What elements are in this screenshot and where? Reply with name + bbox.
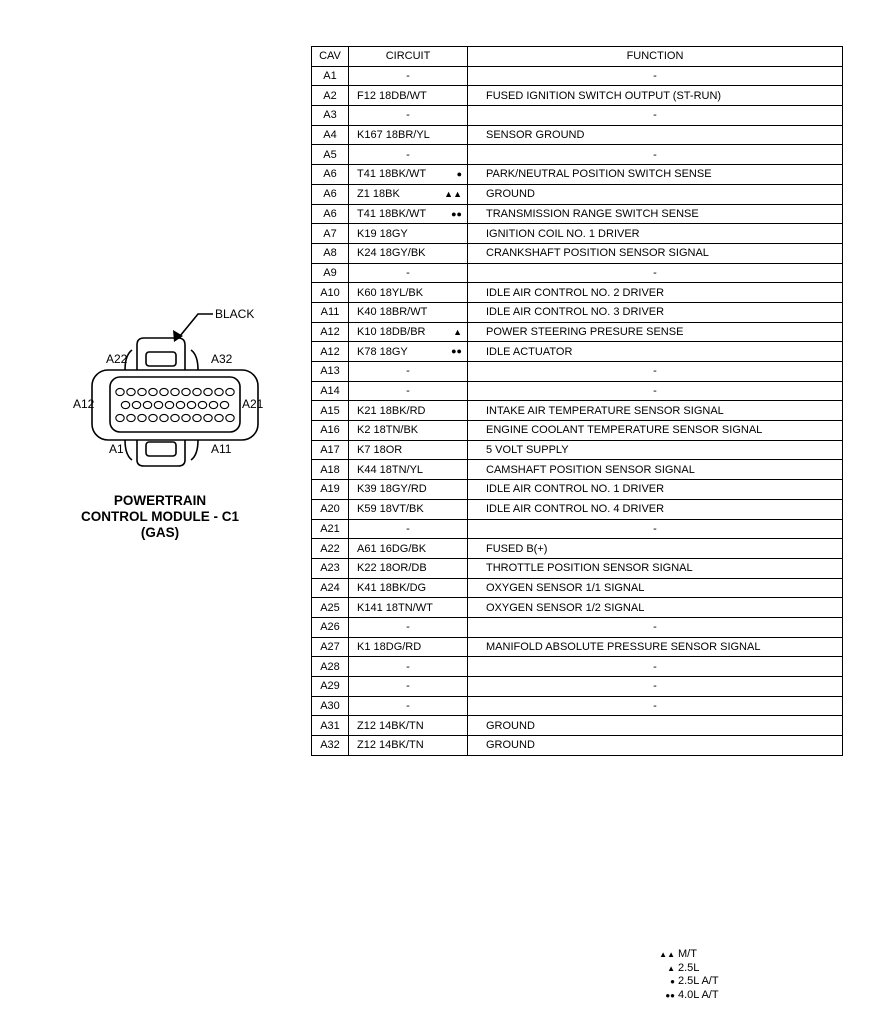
connector-cavity — [204, 414, 212, 421]
legend-item — [645, 975, 719, 989]
cell-cav: A12 — [312, 322, 349, 342]
cell-cav: A25 — [312, 598, 349, 618]
cell-cav: A23 — [312, 558, 349, 578]
connector-cavity — [143, 401, 151, 408]
circuit-text: Z12 14BK/TN — [357, 739, 424, 752]
cell-cav: A14 — [312, 381, 349, 401]
connector-cavity — [193, 388, 201, 395]
cell-function: GROUND — [468, 736, 843, 756]
legend-text: 4.0L A/T — [678, 988, 719, 1001]
cell-cav: A6 — [312, 204, 349, 224]
cell-function: - — [468, 696, 843, 716]
table-row — [312, 480, 843, 500]
variant-marker: ▲ — [453, 326, 462, 337]
header-circuit: CIRCUIT — [349, 47, 468, 67]
cell-circuit — [349, 440, 468, 460]
cell-cav: A18 — [312, 460, 349, 480]
cell-cav: A28 — [312, 657, 349, 677]
table-header-row — [312, 47, 843, 67]
cell-function: IGNITION COIL NO. 1 DRIVER — [468, 224, 843, 244]
circuit-text: K24 18GY/BK — [357, 247, 426, 260]
cell-cav: A31 — [312, 716, 349, 736]
cell-circuit — [349, 598, 468, 618]
header-function: FUNCTION — [468, 47, 843, 67]
cell-circuit — [349, 283, 468, 303]
cell-cav: A26 — [312, 617, 349, 637]
table-row — [312, 342, 843, 362]
cell-circuit — [349, 302, 468, 322]
cell-cav: A12 — [312, 342, 349, 362]
circuit-text: - — [406, 365, 410, 378]
connector-cavity — [154, 401, 162, 408]
circuit-text: K1 18DG/RD — [357, 640, 422, 653]
cell-function: IDLE AIR CONTROL NO. 1 DRIVER — [468, 480, 843, 500]
cell-cav: A1 — [312, 66, 349, 86]
cell-circuit — [349, 736, 468, 756]
cell-function: IDLE AIR CONTROL NO. 4 DRIVER — [468, 499, 843, 519]
cell-function: ENGINE COOLANT TEMPERATURE SENSOR SIGNAL — [468, 421, 843, 441]
circuit-text: - — [406, 70, 410, 83]
cell-function: - — [468, 362, 843, 382]
cell-cav: A3 — [312, 106, 349, 126]
cell-cav: A32 — [312, 736, 349, 756]
table-row — [312, 617, 843, 637]
cell-circuit — [349, 460, 468, 480]
circuit-text: K78 18GY — [357, 345, 408, 358]
circuit-text: K22 18OR/DB — [357, 562, 427, 575]
circuit-text: - — [406, 266, 410, 279]
legend-symbol: ▲ — [667, 963, 675, 973]
cell-circuit — [349, 617, 468, 637]
legend-symbol: ▲▲ — [659, 950, 675, 959]
cell-cav: A8 — [312, 243, 349, 263]
connector-diagram — [70, 300, 280, 470]
table-row — [312, 145, 843, 165]
circuit-text: T41 18BK/WT — [357, 207, 427, 220]
caption-line-2: CONTROL MODULE - C1 — [81, 509, 239, 524]
cell-function: GROUND — [468, 184, 843, 204]
cell-circuit — [349, 224, 468, 244]
table-row — [312, 736, 843, 756]
cell-cav: A27 — [312, 637, 349, 657]
legend-item — [645, 989, 719, 1003]
cell-function: CAMSHAFT POSITION SENSOR SIGNAL — [468, 460, 843, 480]
circuit-text: F12 18DB/WT — [357, 89, 427, 102]
cell-function: TRANSMISSION RANGE SWITCH SENSE — [468, 204, 843, 224]
table-row — [312, 165, 843, 185]
table-row — [312, 460, 843, 480]
cell-cav: A6 — [312, 165, 349, 185]
cell-circuit — [349, 125, 468, 145]
cell-function: - — [468, 66, 843, 86]
connector-cavity — [138, 414, 146, 421]
circuit-text: K21 18BK/RD — [357, 404, 426, 417]
connector-cavity — [215, 388, 223, 395]
table-row — [312, 86, 843, 106]
table-row — [312, 440, 843, 460]
pin-label-a12: A12 — [73, 397, 95, 411]
connector-cavity — [226, 388, 234, 395]
connector-cavity — [132, 401, 140, 408]
circuit-text: K10 18DB/BR — [357, 325, 426, 338]
connector-cavity — [171, 388, 179, 395]
cell-function: SENSOR GROUND — [468, 125, 843, 145]
connector-cavity — [220, 401, 228, 408]
cell-function: MANIFOLD ABSOLUTE PRESSURE SENSOR SIGNAL — [468, 637, 843, 657]
cell-function: THROTTLE POSITION SENSOR SIGNAL — [468, 558, 843, 578]
circuit-text: K60 18YL/BK — [357, 286, 424, 299]
table-row — [312, 637, 843, 657]
cell-function: IDLE ACTUATOR — [468, 342, 843, 362]
cell-circuit — [349, 381, 468, 401]
cell-cav: A13 — [312, 362, 349, 382]
caption-line-3: (GAS) — [140, 525, 180, 540]
circuit-text: K2 18TN/BK — [357, 424, 419, 437]
cell-cav: A15 — [312, 401, 349, 421]
pin-label-a11: A11 — [211, 442, 232, 456]
table-row — [312, 322, 843, 342]
cell-cav: A19 — [312, 480, 349, 500]
cell-function: - — [468, 657, 843, 677]
connector-cavity — [171, 414, 179, 421]
cell-circuit — [349, 499, 468, 519]
cell-function: - — [468, 519, 843, 539]
connector-cavity — [198, 401, 206, 408]
cell-circuit — [349, 696, 468, 716]
cell-function: 5 VOLT SUPPLY — [468, 440, 843, 460]
table-row — [312, 519, 843, 539]
connector-cavity — [226, 414, 234, 421]
cell-cav: A29 — [312, 677, 349, 697]
connector-cavity — [215, 414, 223, 421]
cell-circuit — [349, 106, 468, 126]
cell-cav: A5 — [312, 145, 349, 165]
circuit-text: A61 16DG/BK — [357, 542, 427, 555]
circuit-text: K7 18OR — [357, 444, 403, 457]
connector-cavity — [116, 414, 124, 421]
cell-function: PARK/NEUTRAL POSITION SWITCH SENSE — [468, 165, 843, 185]
table-row — [312, 66, 843, 86]
table-row — [312, 696, 843, 716]
cell-circuit — [349, 558, 468, 578]
circuit-text: K41 18BK/DG — [357, 581, 427, 594]
table-row — [312, 106, 843, 126]
cell-cav: A21 — [312, 519, 349, 539]
pin-label-a22: A22 — [106, 352, 128, 366]
table-row — [312, 578, 843, 598]
circuit-text: - — [406, 680, 410, 693]
cell-cav: A30 — [312, 696, 349, 716]
table-row — [312, 657, 843, 677]
legend-symbol: ●● — [665, 990, 675, 1000]
circuit-text: K167 18BR/YL — [357, 129, 430, 142]
cell-circuit — [349, 657, 468, 677]
table-row — [312, 184, 843, 204]
connector-cavities — [116, 388, 234, 421]
connector-cavity — [193, 414, 201, 421]
cell-cav: A22 — [312, 539, 349, 559]
cell-function: - — [468, 617, 843, 637]
circuit-text: Z1 18BK — [357, 188, 400, 201]
table-row — [312, 677, 843, 697]
pinout-table-body — [312, 66, 843, 755]
table-row — [312, 539, 843, 559]
cell-function: OXYGEN SENSOR 1/2 SIGNAL — [468, 598, 843, 618]
cell-circuit — [349, 578, 468, 598]
cell-circuit — [349, 480, 468, 500]
header-cav: CAV — [312, 47, 349, 67]
variant-marker: ●● — [451, 346, 462, 357]
cell-circuit — [349, 539, 468, 559]
table-row — [312, 499, 843, 519]
cell-circuit — [349, 86, 468, 106]
pin-label-a21: A21 — [242, 397, 264, 411]
cell-function: GROUND — [468, 716, 843, 736]
cell-function: - — [468, 677, 843, 697]
cell-function: - — [468, 145, 843, 165]
cell-cav: A20 — [312, 499, 349, 519]
circuit-text: T41 18BK/WT — [357, 168, 427, 181]
cell-circuit — [349, 165, 468, 185]
cell-function: INTAKE AIR TEMPERATURE SENSOR SIGNAL — [468, 401, 843, 421]
connector-cavity — [149, 414, 157, 421]
legend-text: 2.5L A/T — [678, 975, 719, 987]
circuit-text: K19 18GY — [357, 227, 408, 240]
connector-face-drawing — [70, 300, 280, 470]
table-row — [312, 283, 843, 303]
table-row — [312, 224, 843, 244]
cell-function: CRANKSHAFT POSITION SENSOR SIGNAL — [468, 243, 843, 263]
variant-marker: ▲▲ — [444, 188, 462, 199]
connector-cavity — [204, 388, 212, 395]
table-row — [312, 558, 843, 578]
cell-cav: A4 — [312, 125, 349, 145]
circuit-text: - — [406, 700, 410, 713]
table-row — [312, 598, 843, 618]
circuit-text: - — [406, 109, 410, 122]
cell-function: - — [468, 263, 843, 283]
legend-item — [645, 962, 719, 976]
wire-color-label: BLACK — [215, 307, 255, 321]
table-row — [312, 421, 843, 441]
connector-cavity — [121, 401, 129, 408]
connector-cavity — [149, 388, 157, 395]
connector-cavity — [127, 388, 135, 395]
connector-cavity — [182, 388, 190, 395]
legend — [645, 948, 719, 1002]
cell-function: OXYGEN SENSOR 1/1 SIGNAL — [468, 578, 843, 598]
cell-circuit — [349, 66, 468, 86]
connector-cavity — [138, 388, 146, 395]
cell-circuit — [349, 421, 468, 441]
caption-line-1: POWERTRAIN — [113, 493, 207, 508]
circuit-text: - — [406, 660, 410, 673]
cell-cav: A6 — [312, 184, 349, 204]
table-row — [312, 401, 843, 421]
connector-cavity — [160, 414, 168, 421]
circuit-text: K39 18GY/RD — [357, 483, 427, 496]
circuit-text: K44 18TN/YL — [357, 463, 424, 476]
cell-circuit — [349, 401, 468, 421]
pinout-table — [311, 46, 843, 756]
cell-circuit — [349, 362, 468, 382]
table-row — [312, 263, 843, 283]
variant-marker: ● — [456, 169, 462, 180]
table-row — [312, 716, 843, 736]
cell-circuit — [349, 145, 468, 165]
cell-circuit — [349, 342, 468, 362]
cell-circuit — [349, 519, 468, 539]
table-row — [312, 302, 843, 322]
variant-marker: ●● — [451, 208, 462, 219]
cell-cav: A17 — [312, 440, 349, 460]
pin-label-a1: A1 — [109, 442, 124, 456]
connector-caption — [70, 493, 250, 541]
connector-cavity — [209, 401, 217, 408]
circuit-text: Z12 14BK/TN — [357, 719, 424, 732]
table-row — [312, 362, 843, 382]
circuit-text: - — [406, 621, 410, 634]
circuit-text: - — [406, 385, 410, 398]
cell-circuit — [349, 184, 468, 204]
cell-cav: A16 — [312, 421, 349, 441]
connector-cavity — [182, 414, 190, 421]
cell-function: - — [468, 381, 843, 401]
cell-function: FUSED IGNITION SWITCH OUTPUT (ST-RUN) — [468, 86, 843, 106]
cell-cav: A10 — [312, 283, 349, 303]
connector-cavity — [160, 388, 168, 395]
cell-function: POWER STEERING PRESURE SENSE — [468, 322, 843, 342]
connector-cavity — [127, 414, 135, 421]
legend-text: 2.5L — [678, 961, 700, 974]
circuit-text: - — [406, 148, 410, 161]
circuit-text: K141 18TN/WT — [357, 601, 433, 614]
cell-function: IDLE AIR CONTROL NO. 3 DRIVER — [468, 302, 843, 322]
table-row — [312, 243, 843, 263]
cell-cav: A24 — [312, 578, 349, 598]
cell-cav: A7 — [312, 224, 349, 244]
connector-cavity — [187, 401, 195, 408]
cell-function: FUSED B(+) — [468, 539, 843, 559]
pin-label-a32: A32 — [211, 352, 233, 366]
connector-cavity — [176, 401, 184, 408]
circuit-text: - — [406, 522, 410, 535]
table-row — [312, 125, 843, 145]
cell-circuit — [349, 204, 468, 224]
legend-text: M/T — [678, 948, 697, 960]
cell-circuit — [349, 322, 468, 342]
legend-item — [645, 948, 719, 962]
cell-cav: A9 — [312, 263, 349, 283]
cell-cav: A2 — [312, 86, 349, 106]
table-row — [312, 381, 843, 401]
connector-cavity — [116, 388, 124, 395]
cell-circuit — [349, 263, 468, 283]
table-row — [312, 204, 843, 224]
cell-function: - — [468, 106, 843, 126]
connector-cavity — [165, 401, 173, 408]
cell-cav: A11 — [312, 302, 349, 322]
cell-circuit — [349, 677, 468, 697]
cell-circuit — [349, 637, 468, 657]
cell-circuit — [349, 716, 468, 736]
cell-circuit — [349, 243, 468, 263]
cell-function: IDLE AIR CONTROL NO. 2 DRIVER — [468, 283, 843, 303]
circuit-text: K59 18VT/BK — [357, 503, 424, 516]
circuit-text: K40 18BR/WT — [357, 306, 428, 319]
legend-symbol: ● — [670, 977, 675, 986]
